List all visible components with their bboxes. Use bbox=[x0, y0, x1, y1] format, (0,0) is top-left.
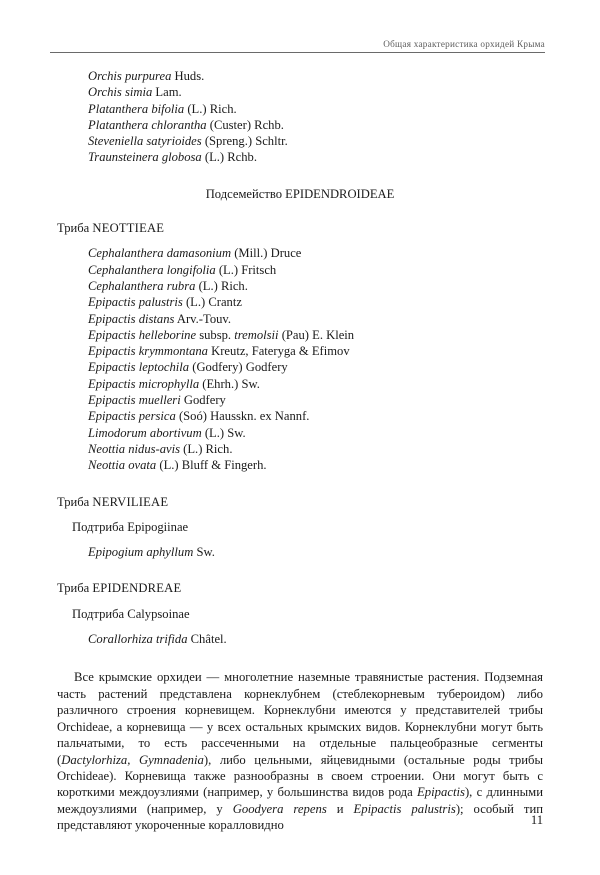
paragraph-segment: и bbox=[326, 801, 354, 816]
subtribe-name: Calypsoinae bbox=[127, 606, 190, 621]
list-item bbox=[88, 133, 543, 149]
species-name: Steveniella satyrioides bbox=[88, 134, 202, 149]
genus-names-italic: Dactylorhiza, Gymnadenia bbox=[61, 752, 204, 767]
species-name: Cephalanthera damasonium bbox=[88, 246, 232, 261]
species-authority: (Spreng.) Schltr. bbox=[204, 134, 288, 149]
subtribe-name: Epipogiinae bbox=[127, 519, 189, 534]
subfamily-name: EPIDENDROIDEAE bbox=[285, 186, 395, 201]
tribe-neottieae bbox=[57, 220, 543, 236]
species-list-continued bbox=[88, 68, 543, 166]
species-authority: (L.) Rich. bbox=[198, 278, 248, 293]
subtribe-calypsoinae bbox=[72, 606, 543, 622]
species-authority: Lam. bbox=[155, 85, 182, 100]
paragraph-segment: ), либо цельными, яйцевидными (остальные роды трибы Orchideae). Корневища также разнообразны в своем строении. Они могут быть с короткими междоузлиями (например, у большинства видов рода bbox=[57, 752, 543, 800]
page-number: 11 bbox=[530, 813, 543, 827]
list-item bbox=[88, 343, 543, 359]
species-name: Epipactis palustris bbox=[88, 295, 183, 310]
list-item bbox=[88, 425, 543, 441]
tribe-name: NERVILIEAE bbox=[92, 494, 169, 509]
species-authority: (L.) Sw. bbox=[204, 425, 246, 440]
species-authority: (L.) Rich. bbox=[187, 101, 237, 116]
species-infraspecific: tremolsii bbox=[234, 327, 279, 342]
tribe-rank-label: Триба bbox=[57, 221, 90, 236]
header-rule bbox=[50, 52, 545, 53]
species-authority: Sw. bbox=[196, 545, 215, 560]
species-name: Epipactis krymmontana bbox=[88, 344, 208, 359]
species-name: Limodorum abortivum bbox=[88, 425, 202, 440]
species-name: Neottia nidus-avis bbox=[88, 441, 180, 456]
species-list-neottieae bbox=[88, 245, 543, 473]
species-authority: Kreutz, Fateryga & Efimov bbox=[211, 344, 350, 359]
species-authority: (L.) Rchb. bbox=[204, 150, 257, 165]
list-item bbox=[88, 278, 543, 294]
species-name-italic: Epipactis palustris bbox=[353, 801, 456, 816]
subfamily-heading bbox=[90, 186, 510, 202]
species-name: Corallorhiza trifida bbox=[88, 632, 188, 647]
list-item bbox=[88, 84, 543, 100]
species-authority: (Mill.) Druce bbox=[234, 246, 302, 261]
list-item bbox=[88, 327, 543, 343]
species-authority: (L.) Crantz bbox=[185, 295, 242, 310]
list-item bbox=[88, 441, 543, 457]
list-item bbox=[88, 544, 543, 560]
species-authority: (Custer) Rchb. bbox=[209, 117, 284, 132]
running-header bbox=[50, 38, 545, 53]
list-item bbox=[88, 408, 543, 424]
species-authority: (Pau) E. Klein bbox=[281, 327, 355, 342]
subtribe-epipogiinae bbox=[72, 519, 543, 535]
list-item bbox=[88, 376, 543, 392]
paragraph-segment: Все крымские орхидеи — многолетние наземные травянистые растения. Подземная часть растений представлена корнеклубнем (стеблекорневым тубероидом) либо различного строения корневищем. Корнеклубни имеются у представителей трибы Orchideae, а корневища — у всех остальных крымских видов. Корнеклубни могут быть пальчатыми, то есть рассеченными на отдельные пальцеобразные сегменты ( bbox=[57, 670, 543, 767]
species-authority: Huds. bbox=[174, 69, 205, 83]
species-name: Epipactis helleborine bbox=[88, 327, 197, 342]
species-authority: (Godfery) Godfery bbox=[192, 360, 288, 375]
list-item bbox=[88, 311, 543, 327]
species-authority: Godfery bbox=[183, 393, 226, 408]
body-paragraph bbox=[57, 669, 543, 834]
species-authority: Châtel. bbox=[190, 632, 227, 647]
species-name: Orchis simia bbox=[88, 85, 153, 100]
species-name: Orchis purpurea bbox=[88, 69, 172, 83]
tribe-rank-label: Триба bbox=[57, 581, 90, 596]
list-item bbox=[88, 631, 543, 647]
tribe-name: NEOTTIEAE bbox=[92, 221, 165, 236]
species-name: Epipactis leptochila bbox=[88, 360, 190, 375]
species-authority: (L.) Bluff & Fingerh. bbox=[159, 458, 267, 473]
list-item bbox=[88, 101, 543, 117]
species-authority: (L.) Fritsch bbox=[218, 262, 277, 277]
header-title: Общая характеристика орхидей Крыма bbox=[383, 39, 545, 49]
list-item bbox=[88, 68, 543, 84]
genus-name-italic: Epipactis bbox=[417, 785, 465, 800]
list-item bbox=[88, 149, 543, 165]
species-name: Platanthera chlorantha bbox=[88, 117, 207, 132]
species-authority: (Ehrh.) Sw. bbox=[202, 376, 260, 391]
species-name: Traunsteinera globosa bbox=[88, 150, 202, 165]
species-list-epipogiinae bbox=[88, 544, 543, 560]
subtribe-rank-label: Подтриба bbox=[72, 606, 125, 621]
subtribe-rank-label: Подтриба bbox=[72, 519, 125, 534]
species-list-calypsoinae bbox=[88, 631, 543, 647]
species-subsp-label: subsp. bbox=[199, 327, 232, 342]
species-authority: Arv.-Touv. bbox=[176, 311, 232, 326]
species-name: Cephalanthera rubra bbox=[88, 278, 196, 293]
species-authority: (Soó) Hausskn. ex Nannf. bbox=[178, 409, 310, 424]
paragraph-segment: ), с длинными междоузлиями (например, у bbox=[57, 785, 543, 816]
species-name: Platanthera bifolia bbox=[88, 101, 185, 116]
list-item bbox=[88, 262, 543, 278]
species-name: Neottia ovata bbox=[88, 458, 157, 473]
list-item bbox=[88, 359, 543, 375]
page-content bbox=[57, 68, 543, 847]
species-name: Epipactis microphylla bbox=[88, 376, 200, 391]
species-name: Epipactis muelleri bbox=[88, 393, 181, 408]
paragraph-segment: ); особый тип представляют укороченные коралловидно bbox=[57, 801, 544, 833]
tribe-nervilieae bbox=[57, 494, 543, 510]
list-item bbox=[88, 392, 543, 408]
species-name: Epipogium aphyllum bbox=[88, 545, 194, 560]
tribe-epidendreae bbox=[57, 580, 543, 596]
species-authority: (L.) Rich. bbox=[183, 441, 233, 456]
list-item bbox=[88, 245, 543, 261]
list-item bbox=[88, 294, 543, 310]
list-item bbox=[88, 117, 543, 133]
subfamily-rank-label: Подсемейство bbox=[205, 186, 283, 201]
tribe-rank-label: Триба bbox=[57, 494, 90, 509]
species-name: Epipactis distans bbox=[88, 311, 175, 326]
list-item bbox=[88, 457, 543, 473]
species-name: Cephalanthera longifolia bbox=[88, 262, 216, 277]
tribe-name: EPIDENDREAE bbox=[92, 581, 182, 596]
species-name-italic: Goodyera repens bbox=[232, 801, 327, 816]
species-name: Epipactis persica bbox=[88, 409, 176, 424]
